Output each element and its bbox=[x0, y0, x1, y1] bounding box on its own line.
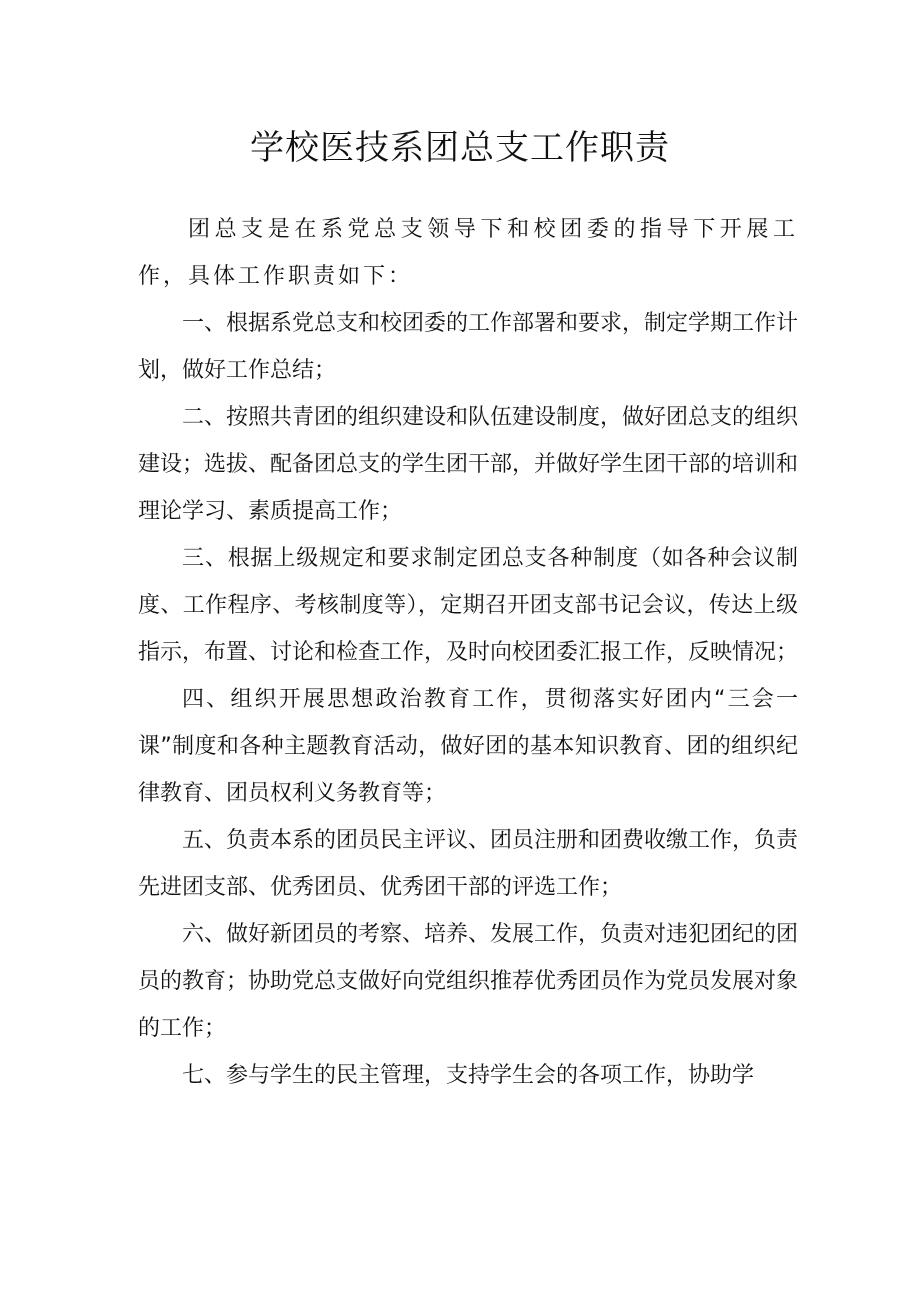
duty-item-5: 五、负责本系的团员民主评议、团员注册和团费收缴工作，负责先进团支部、优秀团员、优秀团干部的评选工作； bbox=[138, 828, 799, 900]
document-body bbox=[138, 206, 798, 1099]
duty-item-2: 二、按照共青团的组织建设和队伍建设制度，做好团总支的组织建设；选拔、配备团总支的学生团干部，并做好学生团干部的培训和理论学习、素质提高工作； bbox=[138, 405, 799, 524]
duty-item-3: 三、根据上级规定和要求制定团总支各种制度（如各种会议制度、工作程序、考核制度等），定期召开团支部书记会议，传达上级指示，布置、讨论和检查工作，及时向校团委汇报工作，反映情况； bbox=[138, 546, 799, 665]
intro-paragraph: 团总支是在系党总支领导下和校团委的指导下开展工作，具体工作职责如下： bbox=[138, 217, 798, 289]
page-title: 学校医技系团总支工作职责 bbox=[250, 128, 670, 168]
duty-item-7: 七、参与学生的民主管理，支持学生会的各项工作，协助学 bbox=[182, 1063, 755, 1088]
duty-item-4: 四、组织开展思想政治教育工作，贯彻落实好团内“三会一课”制度和各种主题教育活动，做好团的基本知识教育、团的组织纪律教育、团员权利义务教育等； bbox=[138, 687, 798, 806]
duty-item-6: 六、做好新团员的考察、培养、发展工作，负责对违犯团纪的团员的教育；协助党总支做好向党组织推荐优秀团员作为党员发展对象的工作； bbox=[138, 922, 799, 1041]
duty-item-1: 一、根据系党总支和校团委的工作部署和要求，制定学期工作计划，做好工作总结； bbox=[138, 311, 799, 383]
